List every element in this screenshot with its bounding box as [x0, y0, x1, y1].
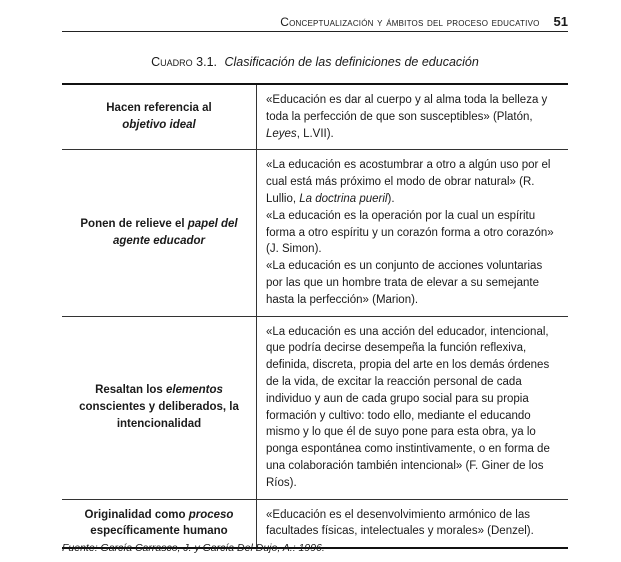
- category-cell: [62, 150, 257, 316]
- definition-work: Leyes: [266, 127, 297, 140]
- running-title: Conceptualización y ámbitos del proceso educativo: [280, 15, 540, 29]
- category-text: Hacen referencia al: [106, 102, 212, 115]
- category-emphasis: papel del agente educador: [112, 218, 238, 247]
- definition-tail: , L.VII).: [296, 127, 334, 140]
- table-row: [62, 84, 568, 150]
- definition-quote: «La educación es la operación por la cual un espíritu forma a otro espíritu y un corazón forma a otro corazón» (J. Simon).: [266, 209, 554, 256]
- running-head: [62, 10, 568, 32]
- category-text-end: conscientes y deliberados, la intencionalidad: [79, 401, 239, 430]
- definition-quote: «La educación es un conjunto de acciones voluntarias por las que un hombre trata de elevar a su semejante hasta la perfección» (Marion).: [266, 260, 543, 306]
- caption-title: Clasificación de las definiciones de educación: [224, 55, 479, 69]
- category-text-end: específicamente humano: [90, 525, 228, 538]
- definition-quote: «La educación es una acción del educador, intencional, que podría decirse desempeña la función reflexiva, definida, discreta, propia del arte en los demás órdenes de la vida, de excitar la reacción personal de cada individuo y aun de cada grupo social para su propia formación y cultivo: todo ello, mediante el educando mismo y lo que él de suyo pone para esta obra, ya lo ponga espontánea como instintivamente, o en forma de una colaboración también intencional» (F. Giner de los Ríos).: [266, 325, 550, 489]
- category-cell: [62, 316, 257, 499]
- category-emphasis: elementos: [166, 384, 223, 397]
- page-number: 51: [553, 14, 568, 29]
- category-text: Originalidad como: [84, 508, 186, 521]
- definition-quote: «Educación es el desenvolvimiento armónico de las facultades físicas, intelectuales y morales» (Denzel).: [266, 508, 534, 538]
- category-cell: [62, 499, 257, 548]
- definition-cell: [257, 84, 569, 150]
- category-emphasis: objetivo ideal: [122, 119, 196, 132]
- category-text: Resaltan los: [95, 384, 163, 397]
- definitions-table: [62, 83, 568, 549]
- definition-tail: ).: [387, 192, 395, 205]
- table-caption: [62, 55, 568, 69]
- category-cell: [62, 84, 257, 150]
- definition-text: «La educación es acostumbrar a otro a algún uso por el cual está más próximo el modo de obrar natural» (R. Lullio,: [266, 159, 551, 205]
- category-text: Ponen de relieve el: [80, 218, 185, 231]
- definition-cell: [257, 499, 569, 548]
- table-row: [62, 150, 568, 316]
- definition-quote: [266, 157, 560, 207]
- definition-work: La doctrina pueril: [299, 192, 388, 205]
- table-source: Fuente: García Carrasco, J. y García Del Dujo, A.: 1996.: [62, 542, 325, 554]
- table-row: [62, 499, 568, 548]
- definition-cell: [257, 150, 569, 316]
- caption-label: Cuadro 3.1.: [151, 55, 218, 69]
- definition-text: «Educación es dar al cuerpo y al alma toda la belleza y toda la perfección de que son susceptibles» (Platón,: [266, 94, 548, 123]
- category-emphasis: proceso: [188, 508, 234, 521]
- definition-cell: [257, 316, 569, 499]
- table-row: [62, 316, 568, 499]
